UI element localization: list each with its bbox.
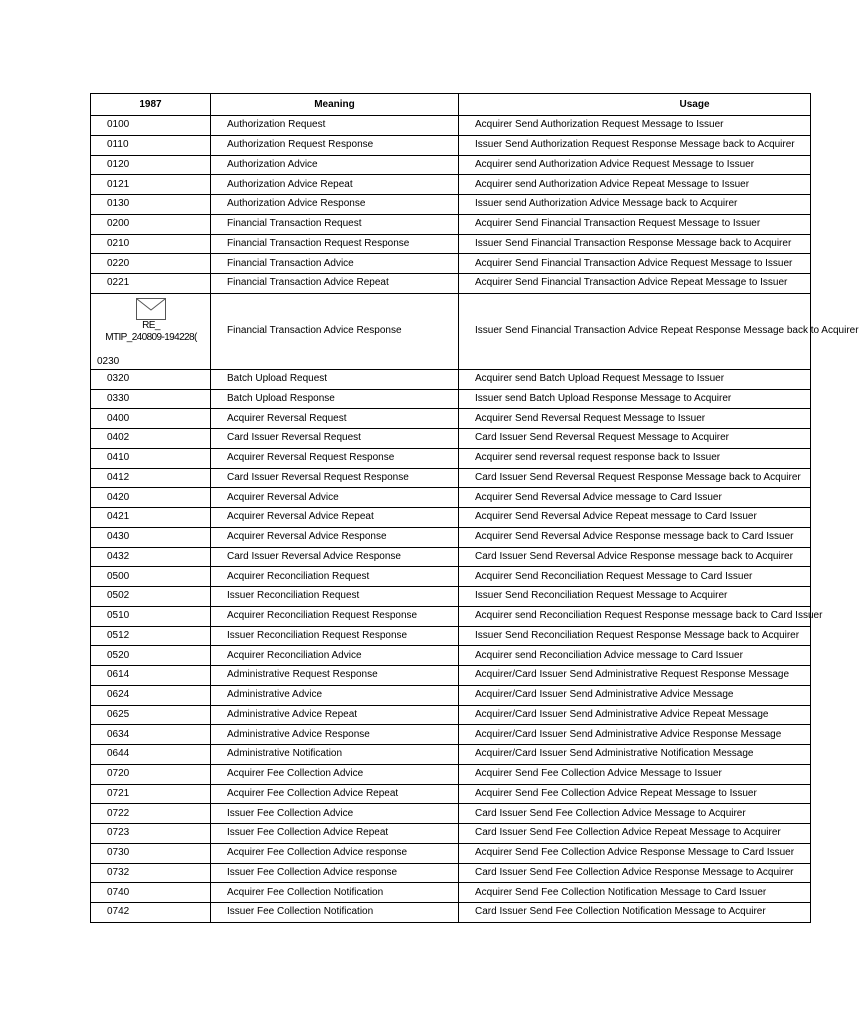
header-meaning: Meaning <box>211 94 459 116</box>
message-code: 0320 <box>91 369 211 389</box>
table-row <box>91 195 811 215</box>
message-meaning: Acquirer Reconciliation Request Response <box>211 606 459 626</box>
table-row <box>91 764 811 784</box>
message-meaning: Acquirer Fee Collection Advice response <box>211 843 459 863</box>
message-code: 0634 <box>91 725 211 745</box>
message-meaning: Batch Upload Response <box>211 389 459 409</box>
message-usage: Acquirer send Reconciliation Request Response message back to Card Issuer <box>459 606 811 626</box>
message-code: 0500 <box>91 567 211 587</box>
message-meaning: Issuer Fee Collection Advice response <box>211 863 459 883</box>
message-meaning: Authorization Request Response <box>211 135 459 155</box>
message-code: 0723 <box>91 824 211 844</box>
table-row <box>91 646 811 666</box>
message-usage: Issuer send Batch Upload Response Message to Acquirer <box>459 389 811 409</box>
attachment-cell <box>91 293 211 369</box>
message-usage: Card Issuer Send Reversal Request Response Message back to Acquirer <box>459 468 811 488</box>
table-row <box>91 234 811 254</box>
message-meaning: Acquirer Fee Collection Notification <box>211 883 459 903</box>
message-code: 0402 <box>91 429 211 449</box>
table-header-row <box>91 94 811 116</box>
message-code: 0330 <box>91 389 211 409</box>
table-row <box>91 626 811 646</box>
message-usage: Acquirer/Card Issuer Send Administrative Advice Response Message <box>459 725 811 745</box>
message-usage: Card Issuer Send Fee Collection Advice Message to Acquirer <box>459 804 811 824</box>
message-meaning: Batch Upload Request <box>211 369 459 389</box>
message-code: 0512 <box>91 626 211 646</box>
message-meaning: Acquirer Fee Collection Advice <box>211 764 459 784</box>
message-meaning: Financial Transaction Advice <box>211 254 459 274</box>
table-row <box>91 685 811 705</box>
header-code: 1987 <box>91 94 211 116</box>
message-usage: Issuer Send Authorization Request Response Message back to Acquirer <box>459 135 811 155</box>
message-meaning: Issuer Fee Collection Notification <box>211 903 459 923</box>
message-code: 0412 <box>91 468 211 488</box>
table-row <box>91 389 811 409</box>
table-row <box>91 547 811 567</box>
message-meaning: Administrative Advice Repeat <box>211 705 459 725</box>
table-row <box>91 175 811 195</box>
table-row <box>91 745 811 765</box>
message-code: 0430 <box>91 527 211 547</box>
table-body <box>91 116 859 923</box>
message-code: 0130 <box>91 195 211 215</box>
message-usage: Acquirer Send Fee Collection Notification Message to Card Issuer <box>459 883 811 903</box>
table-row <box>91 527 811 547</box>
message-meaning: Authorization Advice <box>211 155 459 175</box>
message-usage: Issuer Send Financial Transaction Advice Repeat Response Message back to Acquirer <box>459 293 811 369</box>
message-usage: Acquirer send reversal request response back to Issuer <box>459 448 811 468</box>
message-meaning: Acquirer Reversal Advice <box>211 488 459 508</box>
message-meaning: Acquirer Reconciliation Request <box>211 567 459 587</box>
table-row <box>91 903 811 923</box>
message-usage: Acquirer Send Fee Collection Advice Message to Issuer <box>459 764 811 784</box>
message-code: 0510 <box>91 606 211 626</box>
table-row <box>91 508 811 528</box>
table-row <box>91 409 811 429</box>
message-usage: Acquirer Send Reversal Advice message to Card Issuer <box>459 488 811 508</box>
message-code: 0121 <box>91 175 211 195</box>
message-meaning: Authorization Advice Repeat <box>211 175 459 195</box>
message-code: 0200 <box>91 214 211 234</box>
table-row <box>91 824 811 844</box>
message-code: 0220 <box>91 254 211 274</box>
message-usage: Issuer Send Reconciliation Request Message to Acquirer <box>459 587 811 607</box>
table-row <box>91 254 811 274</box>
table-row <box>91 567 811 587</box>
embedded-attachment[interactable] <box>91 298 211 344</box>
message-code: 0100 <box>91 116 211 136</box>
message-meaning: Acquirer Fee Collection Advice Repeat <box>211 784 459 804</box>
message-code: 0722 <box>91 804 211 824</box>
message-usage: Acquirer Send Fee Collection Advice Response Message to Card Issuer <box>459 843 811 863</box>
table-row <box>91 116 811 136</box>
message-code: 0120 <box>91 155 211 175</box>
message-code: 0742 <box>91 903 211 923</box>
message-usage: Acquirer Send Fee Collection Advice Repeat Message to Issuer <box>459 784 811 804</box>
message-meaning: Acquirer Reversal Request Response <box>211 448 459 468</box>
message-usage: Acquirer/Card Issuer Send Administrative Advice Repeat Message <box>459 705 811 725</box>
attachment-name-line1: RE_ <box>142 319 160 331</box>
message-meaning: Administrative Notification <box>211 745 459 765</box>
message-meaning: Administrative Advice Response <box>211 725 459 745</box>
message-usage: Acquirer Send Reversal Advice Response message back to Card Issuer <box>459 527 811 547</box>
message-usage: Acquirer Send Reversal Advice Repeat message to Card Issuer <box>459 508 811 528</box>
message-meaning: Card Issuer Reversal Advice Response <box>211 547 459 567</box>
message-meaning: Issuer Reconciliation Request Response <box>211 626 459 646</box>
table-row <box>91 784 811 804</box>
message-code: 0421 <box>91 508 211 528</box>
message-meaning: Acquirer Reversal Request <box>211 409 459 429</box>
header-usage: Usage <box>459 94 811 116</box>
message-usage: Acquirer/Card Issuer Send Administrative Advice Message <box>459 685 811 705</box>
message-code: 0624 <box>91 685 211 705</box>
message-code: 0721 <box>91 784 211 804</box>
message-usage: Acquirer send Reconciliation Advice message to Card Issuer <box>459 646 811 666</box>
table-row <box>91 804 811 824</box>
message-usage: Card Issuer Send Reversal Advice Response message back to Acquirer <box>459 547 811 567</box>
table-row <box>91 369 811 389</box>
message-type-table <box>90 93 859 923</box>
message-usage: Acquirer/Card Issuer Send Administrative Notification Message <box>459 745 811 765</box>
table-row <box>91 725 811 745</box>
message-usage: Acquirer Send Financial Transaction Request Message to Issuer <box>459 214 811 234</box>
message-meaning: Card Issuer Reversal Request Response <box>211 468 459 488</box>
message-meaning: Financial Transaction Advice Repeat <box>211 274 459 294</box>
message-usage: Acquirer/Card Issuer Send Administrative Request Response Message <box>459 666 811 686</box>
attachment-name-line2: MTIP_240809-194228( <box>105 331 197 343</box>
message-code: 0502 <box>91 587 211 607</box>
message-meaning: Administrative Advice <box>211 685 459 705</box>
message-usage: Acquirer Send Reconciliation Request Message to Card Issuer <box>459 567 811 587</box>
message-code: 0410 <box>91 448 211 468</box>
message-code: 0400 <box>91 409 211 429</box>
message-usage: Acquirer send Batch Upload Request Message to Issuer <box>459 369 811 389</box>
table-row <box>91 883 811 903</box>
table-row <box>91 587 811 607</box>
table-row <box>91 705 811 725</box>
table-row <box>91 468 811 488</box>
message-code: 0210 <box>91 234 211 254</box>
message-meaning: Financial Transaction Request <box>211 214 459 234</box>
table-row <box>91 843 811 863</box>
message-usage: Acquirer Send Financial Transaction Advice Request Message to Issuer <box>459 254 811 274</box>
message-code: 0432 <box>91 547 211 567</box>
table-row <box>91 155 811 175</box>
message-meaning: Financial Transaction Advice Response <box>211 293 459 369</box>
message-meaning: Administrative Request Response <box>211 666 459 686</box>
message-code: 0740 <box>91 883 211 903</box>
message-code: 0720 <box>91 764 211 784</box>
message-meaning: Acquirer Reconciliation Advice <box>211 646 459 666</box>
message-code: 0110 <box>91 135 211 155</box>
message-code: 0520 <box>91 646 211 666</box>
message-usage: Acquirer Send Reversal Request Message to Issuer <box>459 409 811 429</box>
table-row <box>91 606 811 626</box>
message-code: 0730 <box>91 843 211 863</box>
message-usage: Acquirer send Authorization Advice Repeat Message to Issuer <box>459 175 811 195</box>
message-meaning: Issuer Reconciliation Request <box>211 587 459 607</box>
message-code: 0230 <box>97 355 120 367</box>
message-usage: Acquirer Send Financial Transaction Advice Repeat Message to Issuer <box>459 274 811 294</box>
message-code: 0732 <box>91 863 211 883</box>
table-row <box>91 293 811 369</box>
message-meaning: Authorization Advice Response <box>211 195 459 215</box>
message-meaning: Issuer Fee Collection Advice <box>211 804 459 824</box>
message-usage: Card Issuer Send Fee Collection Advice Repeat Message to Acquirer <box>459 824 811 844</box>
envelope-icon <box>91 298 211 320</box>
message-code: 0420 <box>91 488 211 508</box>
message-usage: Card Issuer Send Fee Collection Notification Message to Acquirer <box>459 903 811 923</box>
message-usage: Issuer Send Reconciliation Request Response Message back to Acquirer <box>459 626 811 646</box>
message-usage: Acquirer send Authorization Advice Request Message to Issuer <box>459 155 811 175</box>
message-usage: Acquirer Send Authorization Request Message to Issuer <box>459 116 811 136</box>
table-row <box>91 666 811 686</box>
message-usage: Card Issuer Send Fee Collection Advice Response Message to Acquirer <box>459 863 811 883</box>
message-meaning: Issuer Fee Collection Advice Repeat <box>211 824 459 844</box>
table-row <box>91 135 811 155</box>
message-code: 0221 <box>91 274 211 294</box>
message-meaning: Authorization Request <box>211 116 459 136</box>
table-row <box>91 448 811 468</box>
message-usage: Issuer send Authorization Advice Message back to Acquirer <box>459 195 811 215</box>
table-row <box>91 214 811 234</box>
message-meaning: Acquirer Reversal Advice Response <box>211 527 459 547</box>
message-type-table-container <box>90 93 859 923</box>
message-usage: Card Issuer Send Reversal Request Message to Acquirer <box>459 429 811 449</box>
table-row <box>91 429 811 449</box>
table-row <box>91 488 811 508</box>
table-row <box>91 274 811 294</box>
table-row <box>91 863 811 883</box>
message-meaning: Card Issuer Reversal Request <box>211 429 459 449</box>
message-usage: Issuer Send Financial Transaction Response Message back to Acquirer <box>459 234 811 254</box>
message-code: 0644 <box>91 745 211 765</box>
message-meaning: Financial Transaction Request Response <box>211 234 459 254</box>
message-code: 0625 <box>91 705 211 725</box>
message-meaning: Acquirer Reversal Advice Repeat <box>211 508 459 528</box>
message-code: 0614 <box>91 666 211 686</box>
